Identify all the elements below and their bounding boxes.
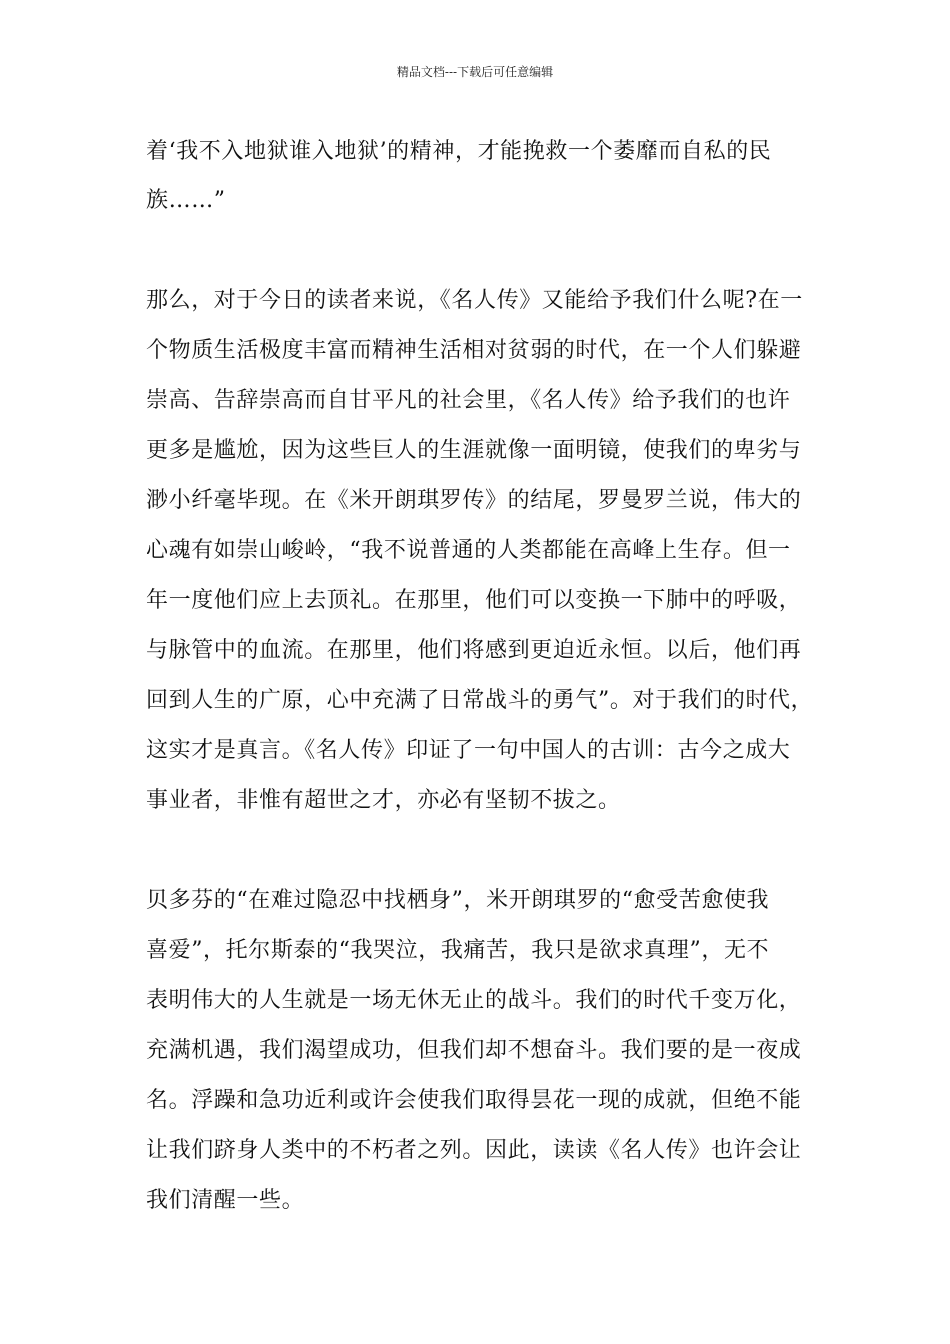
text-line: 年一度他们应上去顶礼。在那里，他们可以变换一下肺中的呼吸， [146, 588, 802, 613]
text-line: 心魂有如崇山峻岭，“我不说普通的人类都能在高峰上生存。但一 [146, 538, 791, 563]
text-line: 渺小纤毫毕现。在《米开朗琪罗传》的结尾，罗曼罗兰说，伟大的 [146, 488, 802, 513]
text-line: 事业者，非惟有超世之才，亦必有坚韧不拔之。 [146, 788, 621, 813]
page-header: 精品文档---下载后可任意编辑 [396, 65, 554, 79]
text-line: 崇高、告辞崇高而自甘平凡的社会里，《名人传》给予我们的也许 [146, 388, 791, 413]
text-line: 让我们跻身人类中的不朽者之列。因此，读读《名人传》也许会让 [146, 1138, 802, 1163]
text-line: 个物质生活极度丰富而精神生活相对贫弱的时代，在一个人们躲避 [146, 338, 802, 363]
text-line: 族……” [146, 188, 226, 213]
text-line: 更多是尴尬，因为这些巨人的生涯就像一面明镜，使我们的卑劣与 [146, 438, 802, 463]
text-line: 回到人生的广原，心中充满了日常战斗的勇气”。对于我们的时代， [146, 688, 814, 713]
text-line: 我们清醒一些。 [146, 1188, 305, 1213]
text-line: 喜爱”，托尔斯泰的“我哭泣，我痛苦，我只是欲求真理”，无不 [146, 938, 770, 963]
text-line: 着‘我不入地狱谁入地狱’的精神，才能挽救一个萎靡而自私的民 [146, 139, 772, 164]
text-line: 那么，对于今日的读者来说，《名人传》又能给予我们什么呢?在一 [146, 288, 803, 313]
text-line: 这实才是真言。《名人传》印证了一句中国人的古训：古今之成大 [146, 738, 791, 763]
text-line: 贝多芬的“在难过隐忍中找栖身”，米开朗琪罗的“愈受苦愈使我 [146, 888, 770, 913]
text-line: 充满机遇，我们渴望成功，但我们却不想奋斗。我们要的是一夜成 [146, 1038, 802, 1063]
text-line: 表明伟大的人生就是一场无休无止的战斗。我们的时代千变万化， [146, 988, 802, 1013]
text-line: 名。浮躁和急功近利或许会使我们取得昙花一现的成就，但绝不能 [146, 1088, 802, 1113]
text-line: 与脉管中的血流。在那里，他们将感到更迫近永恒。以后，他们再 [146, 638, 802, 663]
